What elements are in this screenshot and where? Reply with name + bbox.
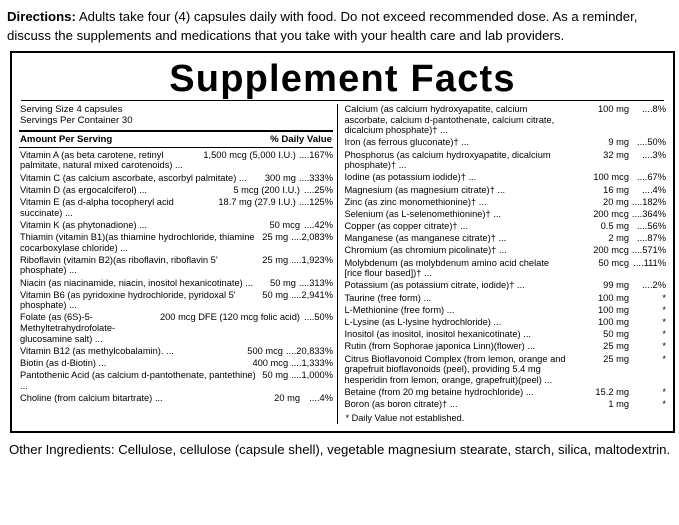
nutrient-row — [343, 354, 666, 386]
nutrient-daily-value: ....1,000% — [291, 370, 333, 381]
nutrient-daily-value: ....571% — [631, 245, 666, 256]
nutrient-daily-value: ....2% — [642, 280, 666, 291]
daily-value-header: % Daily Value — [270, 133, 332, 145]
nutrient-name: Boron (as boron citrate)† ... — [344, 399, 458, 410]
nutrient-row — [343, 185, 666, 196]
right-column — [343, 104, 666, 424]
directions-block — [7, 8, 679, 45]
nutrient-amount: 50 mcg — [598, 257, 629, 268]
nutrient-row — [19, 220, 333, 231]
header-divider — [19, 147, 333, 148]
nutrient-row — [19, 197, 333, 218]
other-ingredients-block — [9, 441, 679, 460]
nutrient-amount: 20 mg — [603, 196, 629, 207]
left-column — [19, 104, 337, 405]
nutrient-row — [19, 346, 333, 357]
nutrient-amount: 100 mg — [597, 104, 629, 114]
nutrient-daily-value: ....8% — [642, 104, 666, 114]
nutrient-amount: 5 mcg (200 I.U.) — [233, 184, 300, 195]
nutrient-name: Biotin (as d-Biotin) ... — [20, 358, 107, 369]
nutrient-row — [343, 341, 666, 352]
nutrient-amount: 18.7 mg (27.9 I.U.) — [218, 196, 296, 207]
nutrient-name: Vitamin A (as beta carotene, retinyl palmitate, natural mixed carotenoids) ... — [20, 149, 183, 171]
servings-per-container-label: Servings Per Container — [20, 115, 120, 127]
nutrient-daily-value: ....56% — [637, 221, 666, 232]
nutrient-name: Choline (from calcium bitartrate) ... — [20, 393, 163, 403]
nutrient-amount: 300 mg — [264, 172, 296, 183]
nutrient-name: Vitamin D (as ergocalciferol) ... — [20, 184, 147, 195]
nutrient-amount: 25 mg — [262, 254, 289, 265]
serving-size-line — [20, 104, 333, 115]
nutrient-row — [343, 137, 666, 148]
nutrient-name: Pantothenic Acid (as calcium d-pantothenate, pantethine) ... — [20, 370, 256, 391]
nutrient-daily-value: ....364% — [631, 208, 666, 219]
nutrient-daily-value: * — [662, 292, 666, 303]
nutrient-row — [19, 358, 333, 369]
nutrient-name: Molybdenum (as molybdenum amino acid chelate [rice flour based])† ... — [344, 257, 550, 279]
nutrient-name: Vitamin C (as calcium ascorbate, ascorbyl palmitate) ... — [20, 172, 247, 183]
nutrient-row — [343, 245, 666, 256]
nutrient-amount: 200 mcg — [593, 208, 629, 219]
nutrient-row — [343, 233, 666, 244]
nutrient-daily-value: ....25% — [304, 184, 333, 195]
other-ingredients-label: Other Ingredients: — [9, 442, 115, 457]
nutrient-row — [343, 399, 666, 410]
nutrient-amount: 50 mg — [262, 289, 289, 300]
nutrient-daily-value: ....313% — [298, 277, 333, 288]
nutrient-row — [343, 221, 666, 232]
nutrient-row — [343, 329, 666, 340]
nutrient-amount: 50 mg — [270, 277, 296, 288]
nutrient-daily-value: * — [662, 341, 666, 352]
nutrient-row — [343, 209, 666, 220]
nutrient-amount: 100 mg — [597, 304, 629, 315]
amount-per-serving-header: Amount Per Serving — [20, 133, 113, 145]
nutrient-name: Folate (as (6S)-5- Methyltetrahydrofolate-glucosamine salt) ... — [20, 312, 116, 344]
nutrient-daily-value: ....333% — [298, 172, 333, 183]
directions-label: Directions: — [7, 9, 76, 24]
nutrient-amount: 1 mg — [608, 399, 629, 410]
nutrient-amount: 25 mg — [262, 231, 289, 242]
nutrient-row — [343, 317, 666, 328]
nutrient-amount: 200 mcg — [593, 245, 629, 256]
nutrient-amount: 9 mg — [608, 137, 629, 148]
nutrient-daily-value: ....2,083% — [291, 231, 333, 242]
nutrient-daily-value: * — [662, 304, 666, 315]
nutrient-amount: 0.5 mg — [600, 221, 629, 232]
nutrient-daily-value: ....4% — [642, 184, 666, 195]
nutrient-name: Iron (as ferrous gluconate)† ... — [344, 137, 469, 148]
nutrient-name: Chromium (as chromium picolinate)† ... — [344, 245, 507, 256]
nutrient-name: Vitamin K (as phytonadione) ... — [20, 219, 147, 230]
nutrient-name: Zinc (as zinc monomethionine)† ... — [344, 196, 487, 207]
nutrient-daily-value: ....87% — [637, 233, 666, 244]
nutrient-daily-value: * — [662, 399, 666, 410]
nutrient-daily-value: ....20,833% — [285, 345, 333, 356]
right-nutrient-rows — [343, 104, 666, 410]
nutrient-row — [19, 290, 333, 311]
nutrient-daily-value: ....182% — [631, 196, 666, 207]
nutrient-row — [343, 104, 666, 136]
nutrient-name: Citrus Bioflavonoid Complex (from lemon, orange and grapefruit bioflavonoids (peel), providing 5.4 mg hesperidin from lemon, orange, grapefruit)(peel) ... — [344, 353, 566, 385]
nutrient-row — [19, 185, 333, 196]
serving-size-value: 4 capsules — [76, 104, 123, 115]
nutrient-name: Thiamin (vitamin B1)(as thiamine hydrochloride, thiamine cocarboxylase chloride) ... — [20, 231, 255, 253]
nutrient-daily-value: ....1,333% — [291, 358, 333, 369]
nutrient-name: Taurine (free form) ... — [344, 292, 432, 303]
nutrient-name: Betaine (from 20 mg betaine hydrochloride) ... — [344, 386, 534, 397]
nutrient-name: Riboflavin (vitamin B2)(as riboflavin, riboflavin 5' phosphate) ... — [20, 254, 218, 276]
nutrient-row — [343, 258, 666, 279]
nutrient-daily-value: ....2,941% — [291, 289, 333, 300]
nutrient-amount: 32 mg — [603, 149, 629, 160]
nutrient-daily-value: * — [662, 329, 666, 340]
nutrient-amount: 2 mg — [608, 233, 629, 244]
supplement-facts-panel — [10, 51, 675, 433]
nutrient-name: L-Methionine (free form) ... — [344, 304, 455, 315]
nutrient-row — [19, 312, 333, 344]
nutrient-amount: 15.2 mg — [595, 386, 629, 397]
nutrient-amount: 50 mcg — [269, 219, 300, 230]
panel-columns — [19, 104, 666, 424]
nutrient-row — [343, 280, 666, 291]
nutrient-name: Inositol (as inositol, inositol hexanicotinate) ... — [344, 329, 531, 340]
nutrient-daily-value: * — [662, 353, 666, 364]
nutrient-daily-value: ....67% — [637, 172, 666, 183]
nutrient-row — [19, 370, 333, 391]
nutrient-amount: 99 mg — [603, 280, 629, 291]
nutrient-name: Copper (as copper citrate)† ... — [344, 221, 468, 232]
serving-size-label: Serving Size — [20, 104, 74, 115]
nutrient-row — [343, 197, 666, 208]
nutrient-name: Rutin (from Sophorae japonica Linn)(flower) ... — [344, 341, 536, 352]
nutrient-amount: 50 mg — [603, 329, 629, 340]
title-divider — [21, 100, 664, 101]
nutrient-name: Niacin (as niacinamide, niacin, inositol hexanicotinate) ... — [20, 277, 254, 288]
nutrient-daily-value: ....167% — [298, 149, 333, 160]
nutrient-name: Iodine (as potassium iodide)† ... — [344, 172, 477, 183]
nutrient-daily-value: ....42% — [304, 219, 333, 230]
serving-divider — [19, 130, 333, 132]
nutrient-row — [19, 255, 333, 276]
nutrient-row — [343, 305, 666, 316]
nutrient-amount: 25 mg — [603, 353, 629, 364]
nutrient-daily-value: ....1,923% — [291, 254, 333, 265]
nutrient-row — [19, 150, 333, 171]
nutrient-amount: 200 mcg DFE (120 mcg folic acid) — [159, 312, 300, 323]
nutrient-row — [343, 387, 666, 398]
daily-value-footnote: * Daily Value not established. — [345, 412, 465, 423]
nutrient-row — [19, 173, 333, 184]
nutrient-name: Calcium (as calcium hydroxyapatite, calcium ascorbate, calcium d-pantothenate, calcium citrate, dicalcium phosphate)† ... — [344, 104, 555, 136]
nutrient-daily-value: ....111% — [633, 257, 666, 268]
servings-per-container-line — [20, 115, 333, 126]
nutrient-row — [343, 172, 666, 183]
servings-per-container-value: 30 — [121, 115, 133, 127]
directions-text: Adults take four (4) capsules daily with food. Do not exceed recommended dose. As a reminder, discuss the supplements and medications that you take with your health care and lab providers. — [7, 9, 638, 43]
nutrient-name: Phosphorus (as calcium hydroxyapatite, dicalcium phosphate)† ... — [344, 149, 551, 171]
nutrient-amount: 100 mcg — [593, 172, 629, 183]
nutrient-amount: 50 mg — [262, 370, 289, 381]
nutrient-row — [19, 232, 333, 253]
nutrient-daily-value: ....4% — [309, 393, 333, 403]
nutrient-name: Vitamin B6 (as pyridoxine hydrochloride, pyridoxal 5' phosphate) ... — [20, 289, 236, 311]
panel-title: Supplement Facts — [169, 58, 516, 100]
nutrient-row — [19, 278, 333, 289]
nutrient-name: Vitamin B12 (as methylcobalamin). ... — [20, 345, 174, 356]
nutrient-daily-value: ....50% — [637, 137, 666, 148]
nutrient-name: Vitamin E (as d-alpha tocopheryl acid succinate) ... — [20, 196, 174, 218]
nutrient-row — [19, 393, 333, 404]
nutrient-daily-value: ....125% — [298, 196, 333, 207]
nutrient-amount: 16 mg — [603, 184, 629, 195]
nutrient-name: Potassium (as potassium citrate, iodide)† ... — [344, 280, 525, 291]
nutrient-daily-value: ....50% — [304, 312, 333, 323]
other-ingredients-text: Cellulose, cellulose (capsule shell), vegetable magnesium stearate, starch, silica, maltodextrin. — [114, 442, 671, 457]
nutrient-amount: 400 mcg — [252, 358, 289, 369]
nutrient-daily-value: ....3% — [642, 149, 666, 160]
nutrient-name: Magnesium (as magnesium citrate)† ... — [344, 184, 506, 195]
nutrient-name: Manganese (as manganese citrate)† ... — [344, 233, 507, 244]
left-nutrient-rows — [19, 150, 333, 404]
nutrient-row — [343, 293, 666, 304]
nutrient-amount: 20 mg — [274, 393, 300, 403]
nutrient-name: Selenium (as L-selenomethionine)† ... — [344, 208, 502, 219]
nutrient-amount: 100 mg — [597, 292, 629, 303]
amount-header-row — [20, 134, 332, 146]
nutrient-daily-value: * — [662, 386, 666, 397]
nutrient-name: L-Lysine (as L-lysine hydrochloride) ... — [344, 317, 502, 327]
nutrient-amount: 100 mg — [597, 317, 629, 327]
nutrient-daily-value: * — [662, 317, 666, 327]
nutrient-amount: 1,500 mcg (5,000 I.U.) — [203, 149, 296, 160]
nutrient-amount: 25 mg — [603, 341, 629, 352]
nutrient-row — [343, 150, 666, 171]
nutrient-amount: 500 mcg — [247, 345, 283, 356]
